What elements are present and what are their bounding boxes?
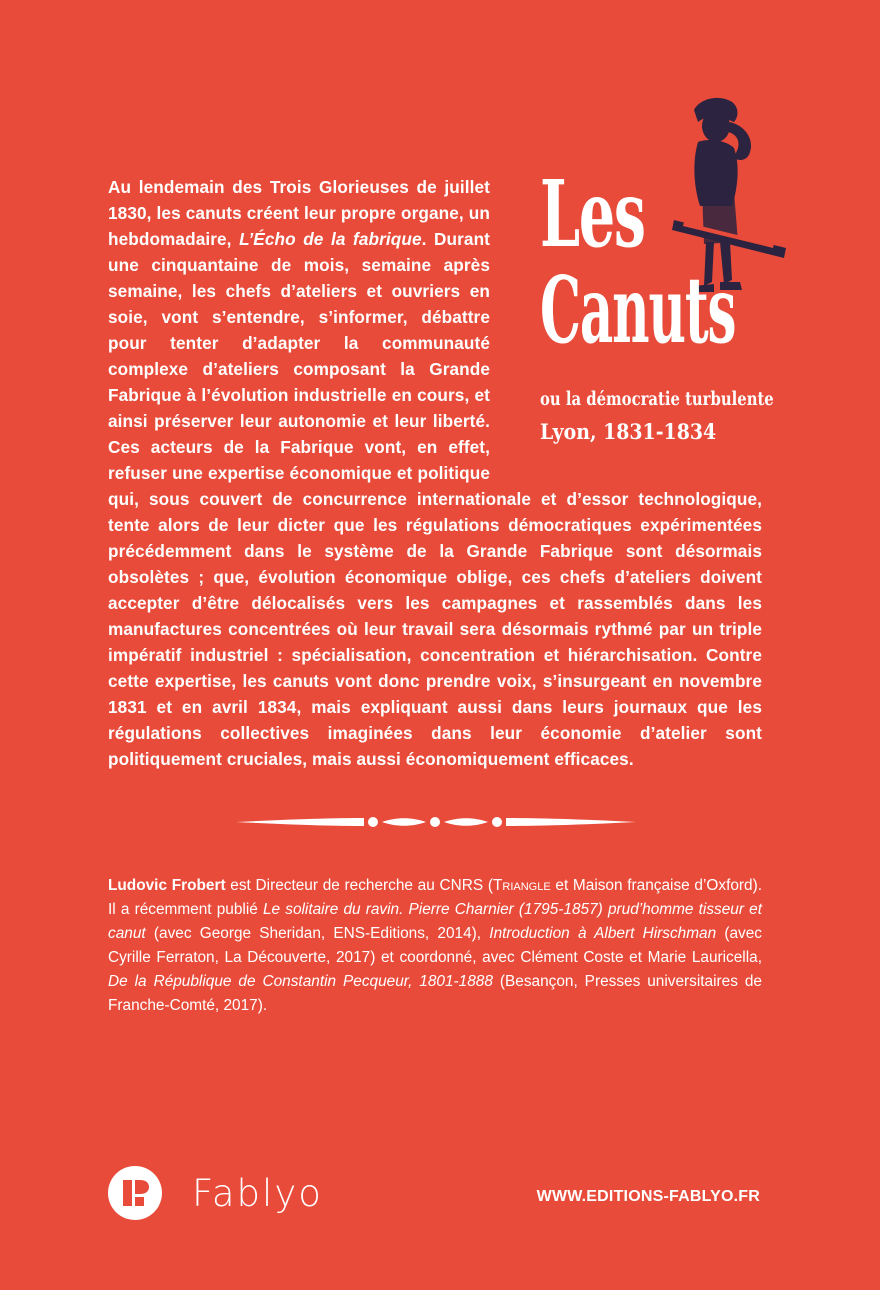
ornament-divider	[236, 812, 636, 832]
book-title-1: Le solitaire du ravin. Pierre Charnier (1795-1857) prud’homme tisseur et canut	[108, 901, 762, 942]
publisher-name: Fablyo	[192, 1172, 323, 1215]
bio-text-1: est Directeur de recherche au CNRS (	[225, 877, 493, 894]
title-block	[540, 92, 810, 452]
summary-text-rest: . Durant une cinquantaine de mois, semaine après semaine, les chefs d’ateliers et ouvriers en soie, vont s’entendre, s’informer, débattre pour tenter d’adapter la communauté complexe d’ateliers composant la Grande Fabrique à l’évolution industrielle en cours, et ainsi préserver leur autonomie et leur liberté. Ces acteurs de la Fabrique vont, en effet, refuser une expertise économique et politique qui, sous couvert de concurrence internationale et d’essor technologique, tente alors de leur dicter que les régulations démocratiques expérimentées précédemment dans le système de la Grande Fabrique sont désormais obsolètes ; que, évolution économique oblige, ces chefs d’ateliers doivent accepter d’être délocalisés vers les campagnes et rassemblés dans les manufactures concentrées où leur travail sera désormais rythmé par un triple impératif industriel : spécialisation, concentration et hiérarchisation. Contre cette expertise, les canuts vont donc prendre voix, s’insurgeant en novembre 1831 et en avril 1834, mais expliquant aussi dans leurs journaux que les régulations collectives imaginées dans leur économie d’atelier sont politiquement cruciales, mais aussi économiquement efficaces.	[108, 229, 762, 769]
fablyo-logo-icon	[108, 1166, 162, 1220]
title-line-2: Canuts	[540, 256, 736, 364]
journal-title: L’Écho de la fabrique	[239, 229, 422, 249]
website-url[interactable]: WWW.EDITIONS-FABLYO.FR	[536, 1188, 760, 1205]
date-range: Lyon, 1831-1834	[540, 419, 717, 444]
summary-text-start: Au lendemain des Trois Glorieuses de juillet 1830, les canuts créent leur propre organe, un hebdomadaire,	[108, 177, 490, 249]
bio-text-3: (avec George Sheridan, ENS-Editions, 2014),	[145, 925, 490, 942]
bio-text-2: et Maison française d’Oxford). Il a récemment publié	[108, 877, 762, 918]
bio-text-5: (Besançon, Presses universitaires de Franche-Comté, 2017).	[108, 973, 762, 1014]
subtitle: ou la démocratie turbulente	[540, 388, 774, 410]
book-title-3: De la République de Constantin Pecqueur, 1801-1888	[108, 973, 493, 990]
title-line-1: Les	[540, 160, 645, 268]
lab-name: Triangle	[492, 877, 551, 894]
author-bio	[108, 874, 762, 1018]
bio-text-4: (avec Cyrille Ferraton, La Découverte, 2017) et coordonné, avec Clément Coste et Marie Lauricella,	[108, 925, 762, 966]
author-name: Ludovic Frobert	[108, 877, 226, 894]
book-title-2: Introduction à Albert Hirschman	[489, 925, 717, 942]
bio-paragraph	[108, 874, 762, 1018]
